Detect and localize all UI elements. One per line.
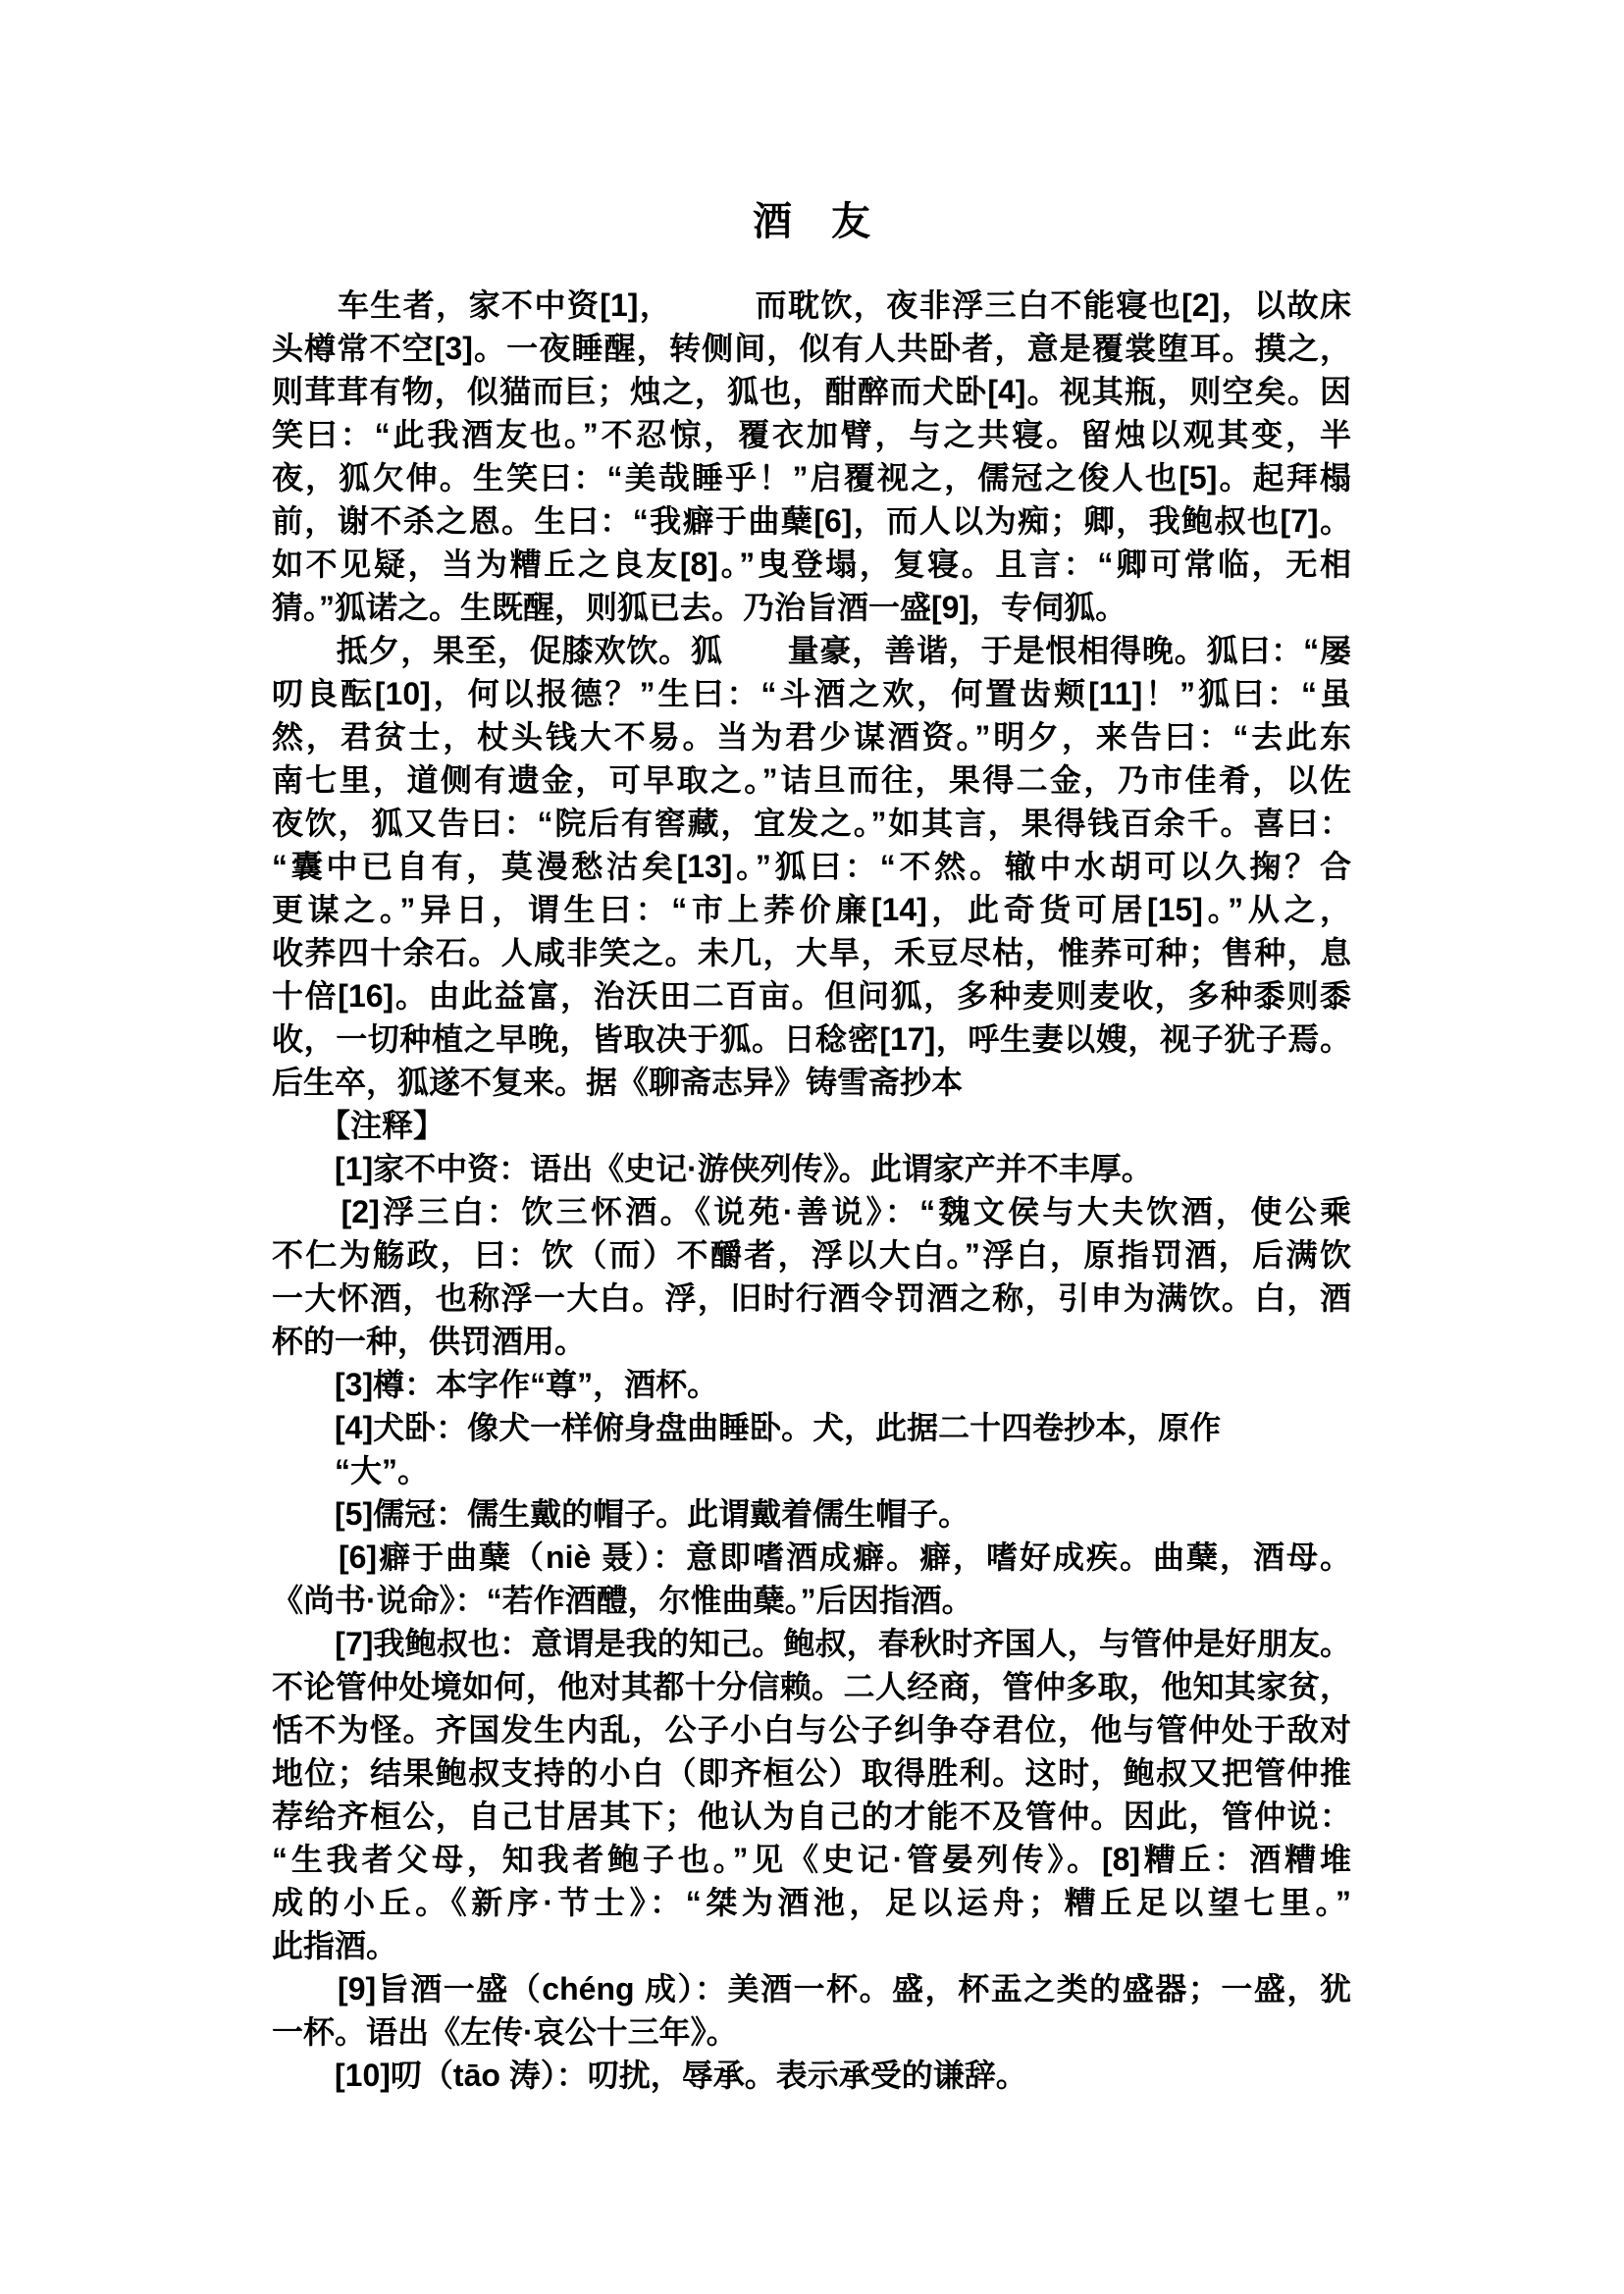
story-line: 头樽常不空[3]。一夜睡醒，转侧间，似有人共卧者，意是覆裳堕耳。摸之，: [272, 331, 1351, 366]
notes-header: 【注释】: [272, 1108, 445, 1143]
note-line: [3]樽：本字作“尊”，酒杯。: [272, 1367, 719, 1402]
story-line: 如不见疑，当为糟丘之良友[8]。”曳登塌，复寝。且言：“卿可常临，无相: [272, 547, 1351, 582]
note-line: 杯的一种，供罚酒用。: [272, 1324, 587, 1359]
note-line: 地位；结果鲍叔支持的小白（即齐桓公）取得胜利。这时，鲍叔又把管仲推: [272, 1755, 1351, 1791]
note-line: 不仁为觞政，曰：饮（而）不釂者，浮以大白。”浮白，原指罚酒，后满饮: [272, 1237, 1351, 1273]
story-line: 更谋之。”异日，谓生曰：“市上荞价廉[14]，此奇货可居[15]。”从之，: [272, 892, 1351, 927]
story-line: 叨良酝[10]，何以报德？”生曰：“斗酒之欢，何置齿颊[11]！”狐曰：“虽: [272, 676, 1351, 711]
note-line: 恬不为怪。齐国发生内乱，公子小白与公子纠争夺君位，他与管仲处于敌对: [272, 1712, 1351, 1747]
note-line: 荐给齐桓公，自己甘居其下；他认为自己的才能不及管仲。因此，管仲说：: [272, 1799, 1351, 1834]
note-line: “生我者父母，知我者鲍子也。”见《史记·管晏列传》。[8]糟丘：酒糟堆: [272, 1842, 1351, 1877]
note-line: “大”。: [272, 1453, 430, 1488]
note-line: [6]癖于曲蘖（niè 聂）：意即嗜酒成癖。癖，嗜好成疾。曲蘖，酒母。: [272, 1539, 1351, 1575]
note-line: [2]浮三白：饮三怀酒。《说苑·善说》：“魏文侯与大夫饮酒，使公乘: [272, 1194, 1351, 1229]
story-line: 十倍[16]。由此益富，治沃田二百亩。但问狐，多种麦则麦收，多种黍则黍: [272, 978, 1351, 1014]
story-line: 后生卒，狐遂不复来。据《聊斋志异》铸雪斋抄本: [272, 1065, 964, 1100]
note-line: [9]旨酒一盛（chéng 成）：美酒一杯。盛，杯盂之类的盛器；一盛，犹: [272, 1971, 1351, 2007]
note-line: [7]我鲍叔也：意谓是我的知己。鲍叔，春秋时齐国人，与管仲是好朋友。: [272, 1626, 1351, 1661]
note-line: [10]叨（tāo 涛）：叨扰，辱承。表示承受的谦辞。: [272, 2058, 1027, 2093]
story-line: 然，君贫士，杖头钱大不易。当为君少谋酒资。”明夕，来告曰：“去此东: [272, 719, 1351, 755]
story-line: 则茸茸有物，似猫而巨；烛之，狐也，酣醉而犬卧[4]。视其瓶，则空矣。因: [272, 374, 1351, 409]
story-line: 南七里，道侧有遗金，可早取之。”诘旦而往，果得二金，乃市佳肴，以佐: [272, 762, 1351, 798]
story-line: 笑曰：“此我酒友也。”不忍惊，覆衣加臂，与之共寝。留烛以观其变，半: [272, 417, 1351, 452]
text-block: [272, 284, 1351, 2097]
page-title: 酒 友: [753, 200, 870, 243]
story-line: “囊中已自有，莫漫愁沽矣[13]。”狐曰：“不然。辙中水胡可以久掬？合: [272, 849, 1351, 884]
story-line: 收，一切种植之早晚，皆取决于狐。日稔密[17]，呼生妻以嫂，视子犹子焉。: [272, 1021, 1351, 1057]
story-line: 车生者，家不中资[1]， 而耽饮，夜非浮三白不能寝也[2]，以故床: [272, 287, 1351, 323]
note-line: 《尚书·说命》：“若作酒醴，尔惟曲蘖。”后因指酒。: [272, 1583, 973, 1618]
story-line: 抵夕，果至，促膝欢饮。狐 量豪，善谐，于是恨相得晚。狐曰：“屡: [272, 633, 1351, 668]
note-line: [1]家不中资：语出《史记·游侠列传》。此谓家产并不丰厚。: [272, 1151, 1153, 1186]
story-line: 猜。”狐诺之。生既醒，则狐已去。乃治旨酒一盛[9]，专伺狐。: [272, 590, 1127, 625]
note-line: 此指酒。: [272, 1928, 398, 1963]
story-line: 前，谢不杀之恩。生曰：“我癖于曲蘖[6]，而人以为痴；卿，我鲍叔也[7]。: [272, 503, 1351, 539]
story-line: 夜，狐欠伸。生笑曰：“美哉睡乎！”启覆视之，儒冠之俊人也[5]。起拜榻: [272, 460, 1351, 495]
note-line: [4]犬卧：像犬一样俯身盘曲睡卧。犬，此据二十四卷抄本，原作: [272, 1410, 1222, 1445]
note-line: 成的小丘。《新序·节士》：“桀为酒池，足以运舟；糟丘足以望七里。”: [272, 1885, 1351, 1920]
story-line: 收荞四十余石。人咸非笑之。未几，大旱，禾豆尽枯，惟荞可种；售种，息: [272, 935, 1351, 970]
note-line: 一大怀酒，也称浮一大白。浮，旧时行酒令罚酒之称，引申为满饮。白，酒: [272, 1280, 1351, 1316]
story-line: 夜饮，狐又告曰：“院后有窖藏，宜发之。”如其言，果得钱百余千。喜曰：: [272, 806, 1351, 841]
note-line: [5]儒冠：儒生戴的帽子。此谓戴着儒生帽子。: [272, 1496, 970, 1532]
note-line: 不论管仲处境如何，他对其都十分信赖。二人经商，管仲多取，他知其家贫，: [272, 1669, 1351, 1704]
note-line: 一杯。语出《左传·哀公十三年》。: [272, 2014, 738, 2050]
